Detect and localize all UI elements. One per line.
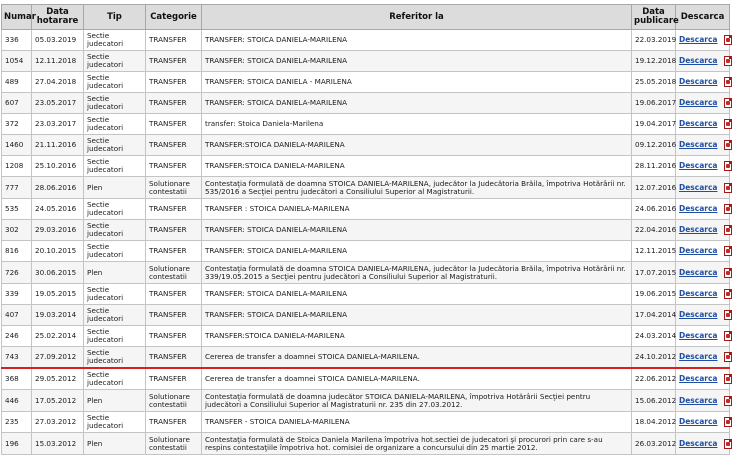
- download-link[interactable]: Descarca: [679, 140, 718, 149]
- cell-numar: 235: [2, 412, 32, 433]
- cell-referitor: TRANSFER: STOICA DANIELA - MARILENA: [202, 72, 632, 93]
- pdf-icon[interactable]: [724, 140, 732, 150]
- cell-descarca: [676, 368, 730, 390]
- table-row: [2, 72, 730, 93]
- cell-categorie: Solutionare contestatii: [146, 262, 202, 284]
- cell-data-hotarare: 23.05.2017: [32, 93, 84, 114]
- cell-tip: Plen: [84, 262, 146, 284]
- download-link[interactable]: Descarca: [679, 352, 718, 361]
- cell-tip: Sectie judecatori: [84, 326, 146, 347]
- table-row: [2, 284, 730, 305]
- cell-descarca: [676, 305, 730, 326]
- pdf-icon[interactable]: [724, 246, 732, 256]
- cell-referitor: Contestaţia formulată de doamna STOICA DANIELA-MARILENA, judecător la Judecătoria Brăila, împotriva Hotărârii nr. 535/2016 a Secţiei pentru judecători a Consiliului Superior al Magistraturii.: [202, 177, 632, 199]
- cell-referitor: Cererea de transfer a doamnei STOICA DANIELA-MARILENA.: [202, 368, 632, 390]
- cell-referitor: TRANSFER : STOICA DANIELA-MARILENA: [202, 199, 632, 220]
- cell-numar: 777: [2, 177, 32, 199]
- download-link[interactable]: Descarca: [679, 35, 718, 44]
- cell-descarca: [676, 412, 730, 433]
- cell-referitor: TRANSFER: STOICA DANIELA-MARILENA: [202, 284, 632, 305]
- cell-data-hotarare: 25.02.2014: [32, 326, 84, 347]
- cell-numar: 1208: [2, 156, 32, 177]
- cell-data-publicare: 25.05.2018: [632, 72, 676, 93]
- cell-data-publicare: 19.04.2017: [632, 114, 676, 135]
- cell-tip: Sectie judecatori: [84, 156, 146, 177]
- cell-tip: Sectie judecatori: [84, 30, 146, 51]
- table-row: [2, 30, 730, 51]
- cell-tip: Plen: [84, 390, 146, 412]
- pdf-icon[interactable]: [724, 204, 732, 214]
- pdf-icon[interactable]: [724, 183, 732, 193]
- cell-data-hotarare: 30.06.2015: [32, 262, 84, 284]
- pdf-icon[interactable]: [724, 56, 732, 66]
- download-link[interactable]: Descarca: [679, 182, 718, 192]
- pdf-icon[interactable]: [724, 289, 732, 299]
- cell-data-publicare: 24.06.2016: [632, 199, 676, 220]
- download-link[interactable]: Descarca: [679, 225, 718, 234]
- cell-data-publicare: 24.03.2014: [632, 326, 676, 347]
- cell-categorie: TRANSFER: [146, 412, 202, 433]
- download-link[interactable]: Descarca: [679, 417, 718, 426]
- cell-categorie: TRANSFER: [146, 51, 202, 72]
- cell-data-publicare: 12.11.2015: [632, 241, 676, 262]
- cell-numar: 607: [2, 93, 32, 114]
- cell-data-publicare: 19.06.2017: [632, 93, 676, 114]
- cell-tip: Sectie judecatori: [84, 199, 146, 220]
- table-row: [2, 347, 730, 369]
- cell-referitor: TRANSFER - STOICA DANIELA-MARILENA: [202, 412, 632, 433]
- download-link[interactable]: Descarca: [679, 374, 718, 383]
- cell-data-hotarare: 24.05.2016: [32, 199, 84, 220]
- cell-data-publicare: 19.06.2015: [632, 284, 676, 305]
- cell-numar: 336: [2, 30, 32, 51]
- header-numar[interactable]: Numar: [2, 5, 32, 30]
- cell-referitor: TRANSFER:STOICA DANIELA-MARILENA: [202, 156, 632, 177]
- header-tip[interactable]: Tip: [84, 5, 146, 30]
- download-link[interactable]: Descarca: [679, 267, 718, 277]
- cell-categorie: TRANSFER: [146, 347, 202, 369]
- table-header-row: [2, 5, 730, 30]
- pdf-icon[interactable]: [724, 77, 732, 87]
- cell-referitor: TRANSFER:STOICA DANIELA-MARILENA: [202, 135, 632, 156]
- table-body: [2, 30, 730, 455]
- cell-data-hotarare: 29.05.2012: [32, 368, 84, 390]
- pdf-icon[interactable]: [724, 396, 732, 406]
- cell-categorie: TRANSFER: [146, 284, 202, 305]
- table-row: [2, 93, 730, 114]
- table-row: [2, 241, 730, 262]
- cell-data-publicare: 18.04.2012: [632, 412, 676, 433]
- cell-data-hotarare: 17.05.2012: [32, 390, 84, 412]
- cell-categorie: Solutionare contestatii: [146, 177, 202, 199]
- header-data-publicare[interactable]: Data publicare: [632, 5, 676, 30]
- cell-tip: Sectie judecatori: [84, 51, 146, 72]
- cell-referitor: TRANSFER: STOICA DANIELA-MARILENA: [202, 241, 632, 262]
- download-link[interactable]: Descarca: [679, 438, 718, 448]
- table-row: [2, 326, 730, 347]
- cell-categorie: Solutionare contestatii: [146, 390, 202, 412]
- cell-data-publicare: 17.07.2015: [632, 262, 676, 284]
- cell-tip: Sectie judecatori: [84, 305, 146, 326]
- cell-data-hotarare: 27.04.2018: [32, 72, 84, 93]
- table-row: [2, 433, 730, 455]
- cell-descarca: [676, 220, 730, 241]
- cell-tip: Sectie judecatori: [84, 241, 146, 262]
- cell-categorie: TRANSFER: [146, 326, 202, 347]
- pdf-icon[interactable]: [724, 310, 732, 320]
- pdf-icon[interactable]: [724, 161, 732, 171]
- cell-tip: Sectie judecatori: [84, 347, 146, 369]
- cell-referitor: Cererea de transfer a doamnei STOICA DANIELA-MARILENA.: [202, 347, 632, 369]
- table-row: [2, 51, 730, 72]
- table-row: [2, 390, 730, 412]
- cell-numar: 368: [2, 368, 32, 390]
- cell-descarca: [676, 30, 730, 51]
- cell-referitor: Contestaţia formulată de Stoica Daniela Marilena împotriva hot.sectiei de judecatori şi procurori prin care s-au respins contestaţiile împotriva hot. comisiei de organizare a concursului din 25 martie 2012.: [202, 433, 632, 455]
- cell-descarca: [676, 177, 730, 199]
- cell-descarca: [676, 262, 730, 284]
- cell-data-hotarare: 15.03.2012: [32, 433, 84, 455]
- download-link[interactable]: Descarca: [679, 161, 718, 170]
- cell-descarca: [676, 93, 730, 114]
- cell-categorie: TRANSFER: [146, 135, 202, 156]
- table-row: [2, 305, 730, 326]
- pdf-icon[interactable]: [724, 374, 732, 384]
- cell-categorie: TRANSFER: [146, 30, 202, 51]
- cell-data-hotarare: 25.10.2016: [32, 156, 84, 177]
- cell-descarca: [676, 156, 730, 177]
- cell-numar: 407: [2, 305, 32, 326]
- cell-referitor: TRANSFER: STOICA DANIELA-MARILENA: [202, 93, 632, 114]
- cell-referitor: Contestaţia formulată de doamna STOICA DANIELA-MARILENA, judecător la Judecătoria Brăila, împotriva Hotărârii nr. 339/19.05.2015 a Secţiei pentru judecători a Consiliului Superior al Magistraturii.: [202, 262, 632, 284]
- download-link[interactable]: Descarca: [679, 56, 718, 65]
- cell-referitor: TRANSFER: STOICA DANIELA-MARILENA: [202, 305, 632, 326]
- cell-data-publicare: 19.12.2018: [632, 51, 676, 72]
- cell-categorie: TRANSFER: [146, 220, 202, 241]
- cell-categorie: TRANSFER: [146, 156, 202, 177]
- cell-data-publicare: 12.07.2016: [632, 177, 676, 199]
- cell-categorie: Solutionare contestatii: [146, 433, 202, 455]
- cell-data-hotarare: 05.03.2019: [32, 30, 84, 51]
- download-link[interactable]: Descarca: [679, 289, 718, 298]
- cell-referitor: TRANSFER: STOICA DANIELA-MARILENA: [202, 220, 632, 241]
- cell-descarca: [676, 433, 730, 455]
- cell-descarca: [676, 347, 730, 369]
- decisions-table: [1, 4, 730, 455]
- cell-numar: 372: [2, 114, 32, 135]
- cell-tip: Sectie judecatori: [84, 368, 146, 390]
- cell-tip: Sectie judecatori: [84, 412, 146, 433]
- cell-numar: 196: [2, 433, 32, 455]
- header-descarca: Descarca: [676, 5, 730, 30]
- cell-data-hotarare: 12.11.2018: [32, 51, 84, 72]
- cell-numar: 302: [2, 220, 32, 241]
- cell-data-publicare: 15.06.2012: [632, 390, 676, 412]
- cell-referitor: TRANSFER: STOICA DANIELA-MARILENA: [202, 30, 632, 51]
- pdf-icon[interactable]: [724, 417, 732, 427]
- cell-data-hotarare: 29.03.2016: [32, 220, 84, 241]
- cell-categorie: TRANSFER: [146, 241, 202, 262]
- cell-data-publicare: 17.04.2014: [632, 305, 676, 326]
- download-link[interactable]: Descarca: [679, 331, 718, 340]
- cell-data-hotarare: 21.11.2016: [32, 135, 84, 156]
- cell-data-hotarare: 27.09.2012: [32, 347, 84, 369]
- pdf-icon[interactable]: [724, 268, 732, 278]
- pdf-icon[interactable]: [724, 331, 732, 341]
- table-row: [2, 135, 730, 156]
- pdf-icon[interactable]: [724, 225, 732, 235]
- cell-referitor: transfer: Stoica Daniela-Marilena: [202, 114, 632, 135]
- cell-descarca: [676, 241, 730, 262]
- cell-categorie: TRANSFER: [146, 368, 202, 390]
- table-row: [2, 220, 730, 241]
- download-link[interactable]: Descarca: [679, 204, 718, 213]
- table-row: [2, 262, 730, 284]
- cell-descarca: [676, 284, 730, 305]
- cell-tip: Plen: [84, 177, 146, 199]
- cell-descarca: [676, 326, 730, 347]
- cell-numar: 246: [2, 326, 32, 347]
- cell-categorie: TRANSFER: [146, 305, 202, 326]
- table-row: [2, 199, 730, 220]
- cell-categorie: TRANSFER: [146, 93, 202, 114]
- cell-tip: Sectie judecatori: [84, 93, 146, 114]
- pdf-icon[interactable]: [724, 35, 732, 45]
- header-categorie[interactable]: Categorie: [146, 5, 202, 30]
- table-row: [2, 412, 730, 433]
- download-link[interactable]: Descarca: [679, 98, 718, 107]
- cell-data-publicare: 28.11.2016: [632, 156, 676, 177]
- cell-tip: Sectie judecatori: [84, 72, 146, 93]
- cell-tip: Sectie judecatori: [84, 284, 146, 305]
- cell-data-hotarare: 27.03.2012: [32, 412, 84, 433]
- cell-descarca: [676, 390, 730, 412]
- cell-data-hotarare: 23.03.2017: [32, 114, 84, 135]
- cell-data-hotarare: 19.05.2015: [32, 284, 84, 305]
- cell-tip: Plen: [84, 433, 146, 455]
- cell-categorie: TRANSFER: [146, 199, 202, 220]
- download-link[interactable]: Descarca: [679, 119, 718, 128]
- table-row: [2, 114, 730, 135]
- cell-descarca: [676, 51, 730, 72]
- cell-data-publicare: 22.06.2012: [632, 368, 676, 390]
- cell-data-hotarare: 28.06.2016: [32, 177, 84, 199]
- cell-referitor: TRANSFER:STOICA DANIELA-MARILENA: [202, 326, 632, 347]
- cell-data-hotarare: 20.10.2015: [32, 241, 84, 262]
- download-link[interactable]: Descarca: [679, 310, 718, 319]
- table-row: [2, 368, 730, 390]
- cell-numar: 816: [2, 241, 32, 262]
- cell-tip: Sectie judecatori: [84, 114, 146, 135]
- cell-numar: 489: [2, 72, 32, 93]
- cell-descarca: [676, 114, 730, 135]
- cell-numar: 446: [2, 390, 32, 412]
- download-link[interactable]: Descarca: [679, 395, 718, 405]
- cell-descarca: [676, 199, 730, 220]
- cell-numar: 1460: [2, 135, 32, 156]
- cell-referitor: Contestaţia formulată de doamna judecător STOICA DANIELA-MARILENA, împotriva Hotărârii Secţiei pentru judecători a Consiliului Superior al Magistraturii nr. 235 din 27.03.2012.: [202, 390, 632, 412]
- cell-data-publicare: 22.04.2016: [632, 220, 676, 241]
- cell-data-publicare: 26.03.2012: [632, 433, 676, 455]
- pdf-icon[interactable]: [724, 119, 732, 129]
- cell-numar: 726: [2, 262, 32, 284]
- table-row: [2, 177, 730, 199]
- cell-data-publicare: 09.12.2016: [632, 135, 676, 156]
- cell-numar: 1054: [2, 51, 32, 72]
- pdf-icon[interactable]: [724, 352, 732, 362]
- cell-data-publicare: 24.10.2012: [632, 347, 676, 369]
- cell-data-publicare: 22.03.2019: [632, 30, 676, 51]
- cell-tip: Sectie judecatori: [84, 220, 146, 241]
- cell-numar: 743: [2, 347, 32, 369]
- cell-categorie: TRANSFER: [146, 72, 202, 93]
- table-row: [2, 156, 730, 177]
- cell-numar: 339: [2, 284, 32, 305]
- download-link[interactable]: Descarca: [679, 246, 718, 255]
- cell-numar: 535: [2, 199, 32, 220]
- download-link[interactable]: Descarca: [679, 77, 718, 86]
- cell-descarca: [676, 72, 730, 93]
- cell-descarca: [676, 135, 730, 156]
- cell-referitor: TRANSFER: STOICA DANIELA-MARILENA: [202, 51, 632, 72]
- pdf-icon[interactable]: [724, 98, 732, 108]
- header-referitor[interactable]: Referitor la: [202, 5, 632, 30]
- cell-categorie: TRANSFER: [146, 114, 202, 135]
- cell-data-hotarare: 19.03.2014: [32, 305, 84, 326]
- header-data-hotarare[interactable]: Data hotarare: [32, 5, 84, 30]
- pdf-icon[interactable]: [724, 439, 732, 449]
- cell-tip: Sectie judecatori: [84, 135, 146, 156]
